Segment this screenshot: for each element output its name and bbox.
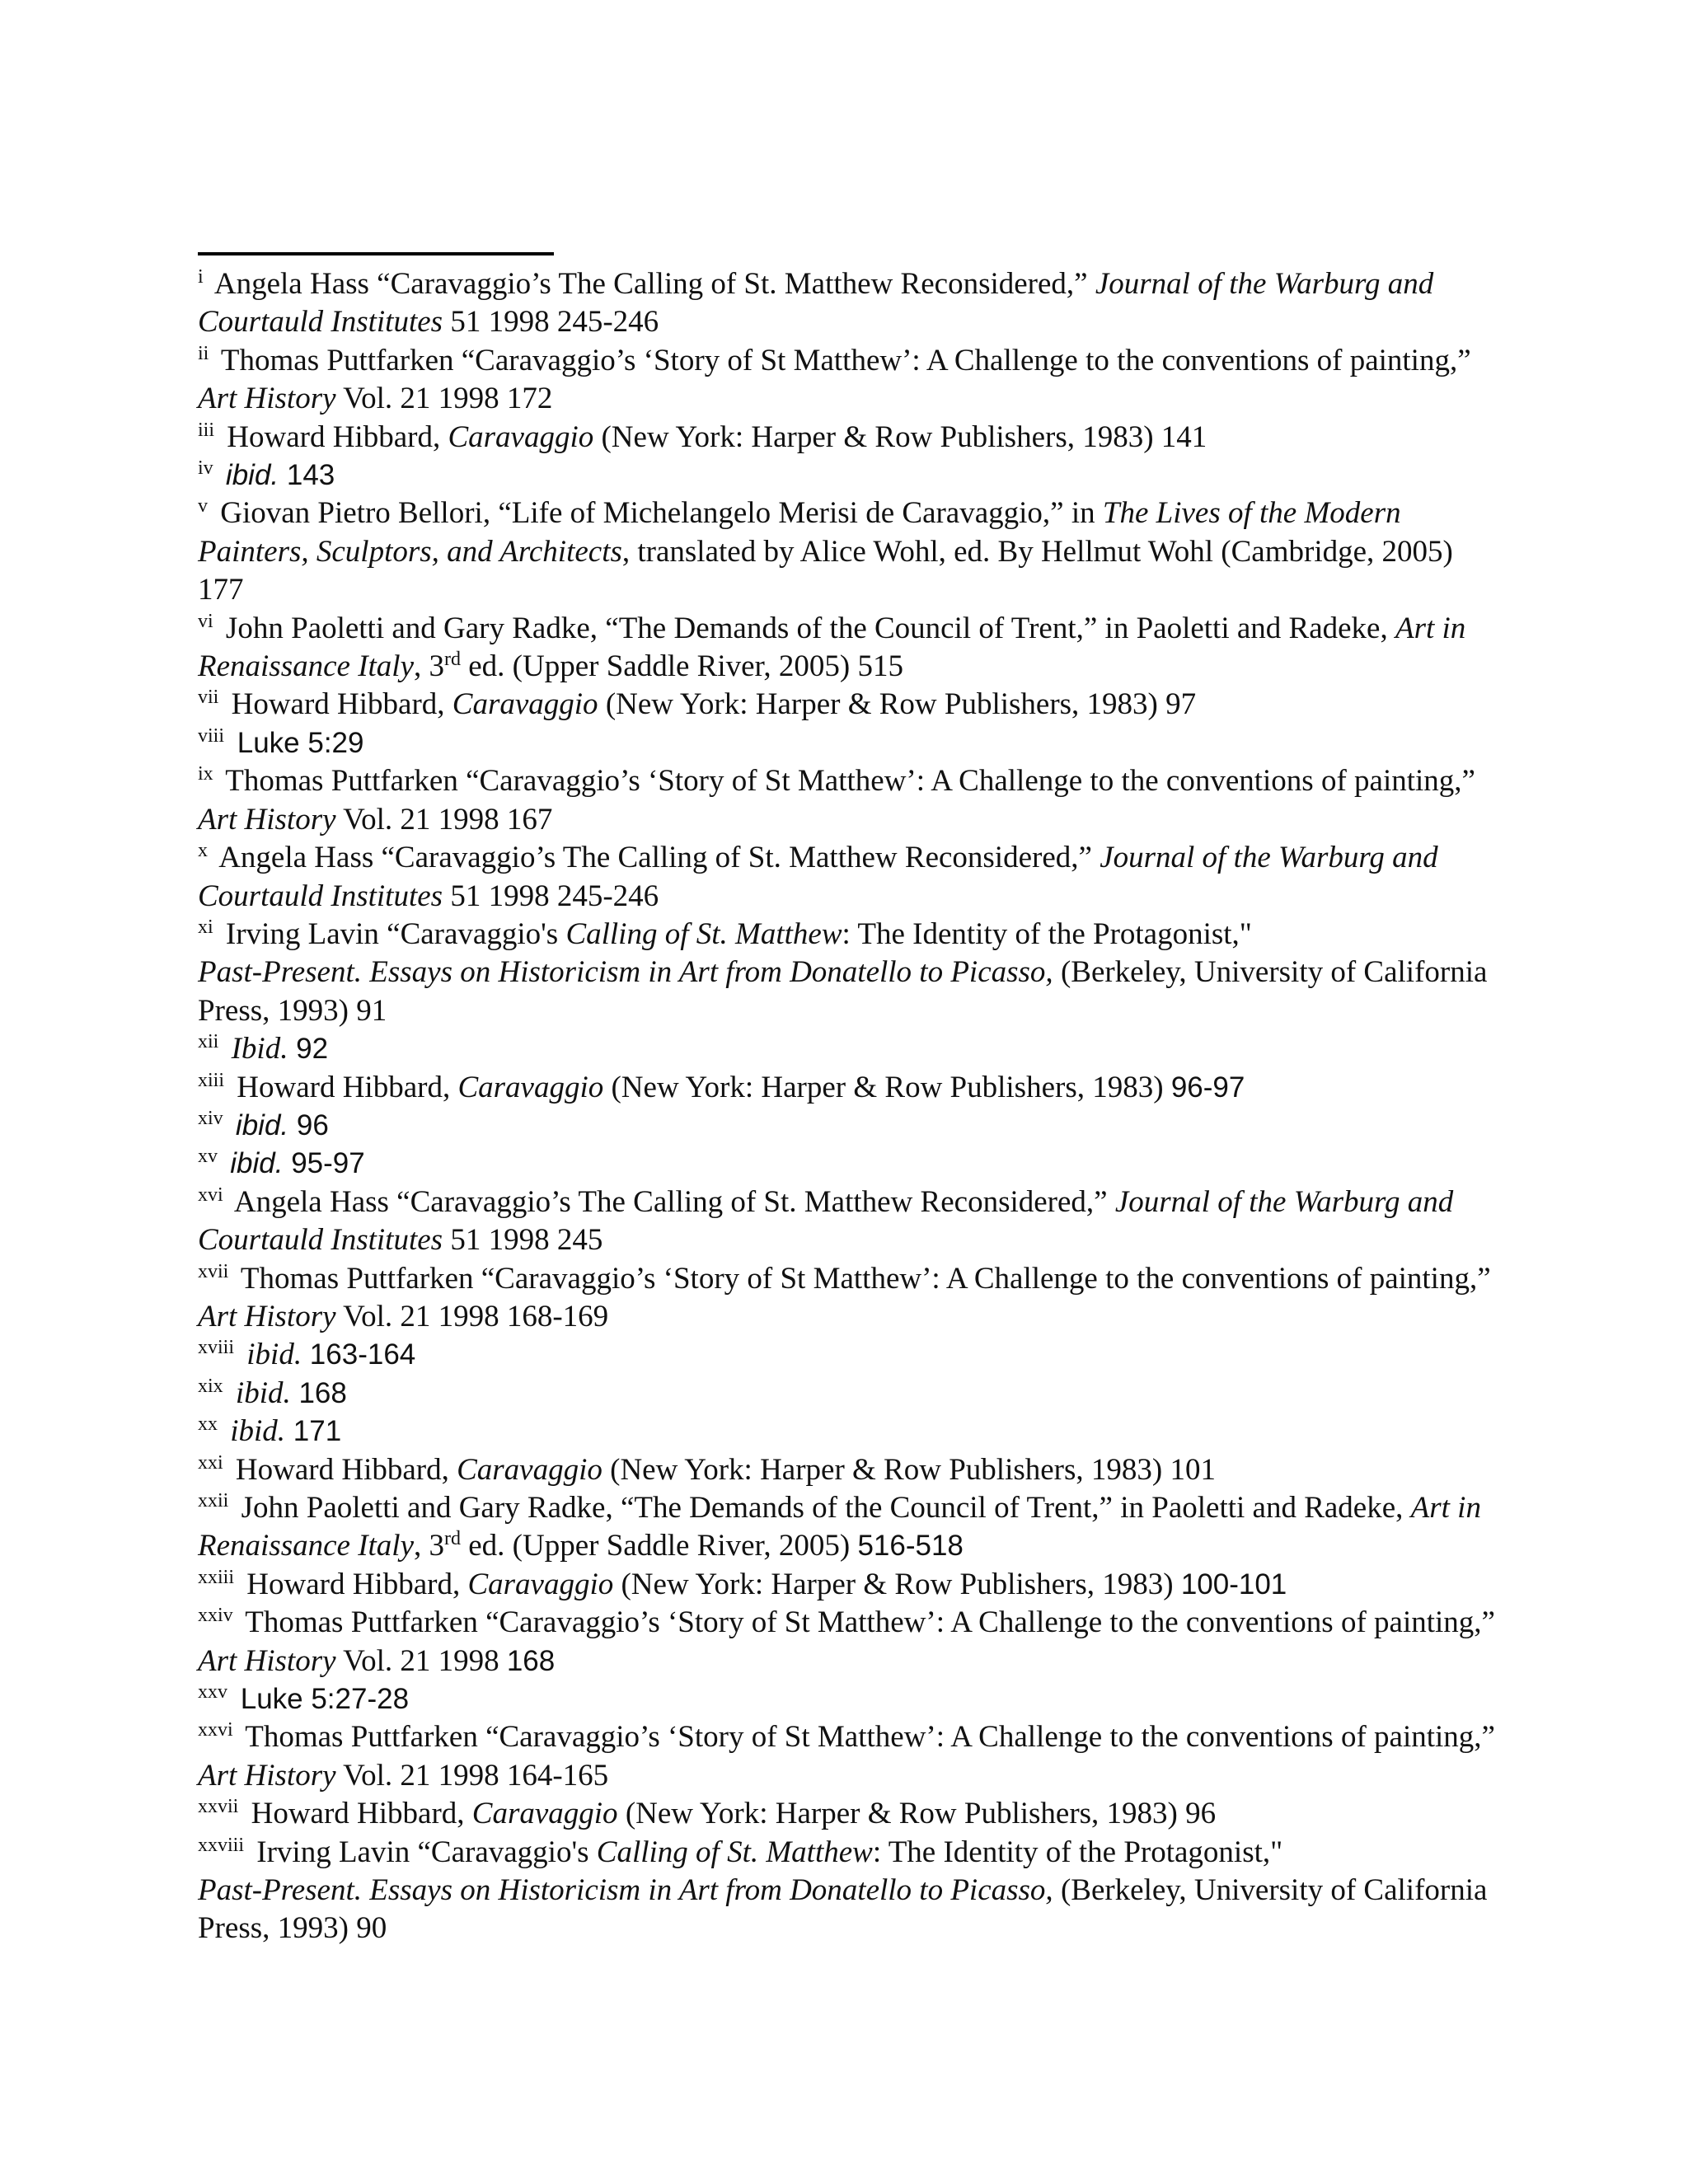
footnote	[198, 494, 1500, 609]
footnote-page-ref: 168	[506, 1644, 556, 1677]
footnote-text: (Berkeley, University of California Press, 1993) 91	[198, 955, 1488, 1028]
footnote-title: Caravaggio	[457, 1070, 604, 1104]
footnote-text: (Berkeley, University of California Press, 1993) 90	[198, 1873, 1488, 1946]
footnote-text: Vol. 21 1998 164-165	[335, 1758, 609, 1793]
footnote	[198, 1260, 1500, 1337]
footnote-text: Angela Hass “Caravaggio’s The Calling of St. Matthew Reconsidered,”	[208, 267, 1095, 301]
footnote-text: Vol. 21 1998 168-169	[335, 1299, 609, 1333]
footnote-marker: xxviii	[198, 1834, 245, 1856]
footnote-marker: x	[198, 840, 208, 862]
footnote	[198, 724, 1500, 762]
footnote	[198, 265, 1500, 342]
footnote-ibid: ibid.	[230, 1147, 284, 1180]
footnote-text: Vol. 21 1998	[335, 1643, 507, 1678]
footnote-title: Caravaggio	[467, 1567, 614, 1601]
footnote-marker: v	[198, 495, 208, 518]
footnote-text: , 3	[414, 649, 444, 684]
footnote-page-ref: 100-101	[1180, 1568, 1287, 1601]
footnote	[198, 762, 1500, 839]
footnote-text	[223, 1146, 230, 1180]
footnote-text	[223, 1414, 230, 1448]
footnote-text: Angela Hass “Caravaggio’s The Calling of St. Matthew Reconsidered,”	[227, 1184, 1115, 1219]
footnote-text	[223, 1032, 231, 1066]
footnote-text: Thomas Puttfarken “Caravaggio’s ‘Story of St Matthew’: A Challenge to the conventions of painting,”	[237, 1720, 1495, 1755]
footnote	[198, 457, 1500, 494]
footnote-text: Vol. 21 1998 167	[335, 802, 553, 837]
footnote-marker: xxii	[198, 1490, 229, 1511]
footnote-title: Art History	[198, 1643, 336, 1678]
footnote	[198, 1795, 1500, 1833]
footnote-marker: xvi	[198, 1183, 223, 1206]
footnote-separator-rule	[198, 252, 554, 255]
footnote-text: Giovan Pietro Bellori, “Life of Michelangelo Merisi de Caravaggio,” in	[213, 496, 1103, 531]
footnote	[198, 1680, 1500, 1718]
footnote-list	[198, 265, 1500, 1948]
footnote-title: Art History	[198, 382, 336, 416]
footnote	[198, 1489, 1500, 1566]
footnote-text: : The Identity of the Protagonist,"	[872, 1835, 1283, 1869]
footnote-text	[239, 1338, 246, 1371]
footnote-text: (New York: Harper & Row Publishers, 1983) 97	[598, 687, 1197, 722]
footnote-marker: xx	[198, 1413, 218, 1436]
ordinal-suffix: rd	[444, 649, 461, 671]
footnote-text: Thomas Puttfarken “Caravaggio’s ‘Story of St Matthew’: A Challenge to the conventions of painting,”	[233, 1261, 1491, 1296]
footnote	[198, 1336, 1500, 1374]
footnote-marker: viii	[198, 724, 225, 747]
footnote-title: Art History	[198, 1299, 336, 1333]
footnote	[198, 1183, 1500, 1260]
footnote-title: Calling of St. Matthew	[565, 916, 842, 951]
footnote-text: (New York: Harper & Row Publishers, 1983) 141	[593, 419, 1207, 454]
footnote-title: Caravaggio	[448, 419, 594, 454]
footnote	[198, 419, 1500, 457]
footnote-marker: xiv	[198, 1107, 223, 1129]
footnote-text: Howard Hibbard,	[239, 1567, 468, 1601]
footnote-title: Ibid.	[231, 1032, 288, 1066]
footnote-marker: xxiv	[198, 1605, 233, 1627]
footnote-marker: xxvi	[198, 1719, 233, 1741]
footnote-marker: iv	[198, 457, 213, 480]
footnote-title: Past-Present. Essays on Historicism in Art from Donatello to Picasso,	[198, 955, 1053, 990]
footnote-text: 51 1998 245	[443, 1223, 603, 1258]
footnote-page-ref: Luke 5:27-28	[232, 1683, 410, 1716]
footnote-text: Thomas Puttfarken “Caravaggio’s ‘Story of St Matthew’: A Challenge to the conventions of painting,”	[213, 343, 1471, 377]
footnote	[198, 1413, 1500, 1451]
footnote-marker: vi	[198, 610, 213, 632]
footnote	[198, 1030, 1500, 1068]
footnote-text: Howard Hibbard,	[223, 687, 452, 722]
footnote-text: Vol. 21 1998 172	[335, 382, 553, 416]
footnote-title: Journal of the Warburg and Courtauld Institutes	[198, 1184, 1454, 1258]
footnote-title: ibid.	[235, 1376, 291, 1410]
footnote	[198, 1566, 1500, 1604]
footnote	[198, 1451, 1500, 1489]
footnote	[198, 1604, 1500, 1680]
footnote-page-ref: 143	[279, 459, 335, 492]
footnote-text: , 3	[414, 1529, 444, 1563]
footnote-title: The Lives of the Modern Painters, Sculptors, and Architects	[198, 496, 1401, 569]
footnote-marker: xxvii	[198, 1796, 239, 1818]
footnote-marker: xv	[198, 1146, 218, 1168]
footnote-text: Angela Hass “Caravaggio’s The Calling of St. Matthew Reconsidered,”	[213, 841, 1100, 875]
footnote	[198, 1834, 1500, 1948]
footnote-marker: xix	[198, 1375, 223, 1397]
footnote	[198, 1069, 1500, 1107]
footnote	[198, 686, 1500, 724]
footnote-title: Caravaggio	[452, 687, 598, 722]
footnote	[198, 342, 1500, 419]
footnote-title: Journal of the Warburg and Courtauld Institutes	[198, 267, 1434, 340]
footnote-title: Caravaggio	[471, 1797, 618, 1831]
footnote-marker: xiii	[198, 1069, 225, 1091]
footnote-text: (New York: Harper & Row Publishers, 1983) 101	[602, 1452, 1216, 1487]
footnote-text: 51 1998 245-246	[443, 879, 659, 913]
footnote-title: Journal of the Warburg and Courtauld Institutes	[198, 841, 1438, 913]
footnote-page-ref: 516-518	[857, 1530, 964, 1563]
footnote-marker: xviii	[198, 1337, 235, 1359]
footnote-text: ed. (Upper Saddle River, 2005) 515	[461, 649, 903, 684]
footnote-page-ref: 92	[288, 1033, 329, 1066]
footnote-text: (New York: Harper & Row Publishers, 1983)	[613, 1567, 1181, 1601]
footnote-title: Art in Renaissance Italy	[198, 611, 1466, 684]
footnote-marker: ix	[198, 763, 213, 785]
footnote-text: 51 1998 245-246	[443, 305, 659, 340]
footnote	[198, 1145, 1500, 1183]
footnote	[198, 610, 1500, 687]
footnote-text: John Paoletti and Gary Radke, “The Demands of the Council of Trent,” in Paoletti and Radeke,	[218, 611, 1395, 645]
footnote-text	[228, 1376, 236, 1410]
footnote-page-ref: 163-164	[302, 1338, 416, 1371]
footnote-text: Irving Lavin “Caravaggio's	[218, 916, 566, 951]
footnote-title: Past-Present. Essays on Historicism in Art from Donatello to Picasso,	[198, 1873, 1053, 1908]
footnote-page-ref: 96	[288, 1108, 329, 1141]
footnote-title: ibid.	[246, 1338, 302, 1372]
footnote-title: Art History	[198, 802, 336, 837]
footnote-marker: iii	[198, 419, 215, 441]
footnote-page-ref: 96-97	[1170, 1071, 1245, 1104]
footnote	[198, 1375, 1500, 1413]
footnote	[198, 1107, 1500, 1145]
footnote-title: ibid.	[230, 1414, 286, 1449]
footnote-marker: xxiii	[198, 1566, 235, 1588]
footnote-text	[228, 1108, 236, 1142]
footnote-title: Caravaggio	[457, 1452, 603, 1487]
footnote-marker: vii	[198, 687, 219, 709]
footnote-title: Art History	[198, 1758, 336, 1793]
footnote-text: Irving Lavin “Caravaggio's	[249, 1835, 597, 1869]
footnote	[198, 839, 1500, 916]
footnote-marker: xii	[198, 1031, 219, 1053]
footnote-text: ed. (Upper Saddle River, 2005)	[461, 1529, 858, 1563]
footnote-text: Howard Hibbard,	[243, 1797, 472, 1831]
footnote-text: Thomas Puttfarken “Caravaggio’s ‘Story of St Matthew’: A Challenge to the conventions of painting,”	[237, 1605, 1495, 1640]
footnote-text: , translated by Alice Wohl, ed. By Hellmut Wohl (Cambridge, 2005) 177	[198, 534, 1453, 607]
footnote-page-ref: 171	[285, 1415, 342, 1448]
footnote-title: Calling of St. Matthew	[596, 1835, 873, 1869]
footnote-page-ref: Luke 5:29	[229, 726, 364, 759]
footnote-text: (New York: Harper & Row Publishers, 1983)	[603, 1070, 1171, 1104]
footnote-marker: i	[198, 266, 204, 288]
footnote-text: (New York: Harper & Row Publishers, 1983) 96	[617, 1797, 1217, 1831]
footnote-title: Art in Renaissance Italy	[198, 1491, 1481, 1563]
footnote-marker: xxi	[198, 1451, 223, 1474]
footnote-text: Howard Hibbard,	[229, 1070, 458, 1104]
footnote-page-ref: 95-97	[283, 1147, 365, 1180]
footnote-marker: ii	[198, 342, 209, 364]
footnote-text: : The Identity of the Protagonist,"	[842, 916, 1252, 951]
footnote-text: John Paoletti and Gary Radke, “The Demands of the Council of Trent,” in Paoletti and Radeke,	[233, 1491, 1411, 1525]
footnote-text	[218, 458, 226, 492]
footnote-text: Howard Hibbard,	[227, 1452, 457, 1487]
footnote-ibid: ibid.	[225, 459, 279, 492]
footnote-text: Thomas Puttfarken “Caravaggio’s ‘Story of St Matthew’: A Challenge to the conventions of painting,”	[218, 764, 1475, 799]
footnote-marker: xxv	[198, 1681, 227, 1704]
ordinal-suffix: rd	[444, 1528, 461, 1550]
footnote-marker: xi	[198, 916, 213, 938]
footnote	[198, 1718, 1500, 1795]
footnote-text: Howard Hibbard,	[219, 419, 448, 454]
footnote-page-ref: 168	[290, 1376, 347, 1409]
footnote-ibid: ibid.	[235, 1108, 289, 1141]
footnote	[198, 916, 1500, 1030]
footnote-marker: xvii	[198, 1260, 229, 1282]
